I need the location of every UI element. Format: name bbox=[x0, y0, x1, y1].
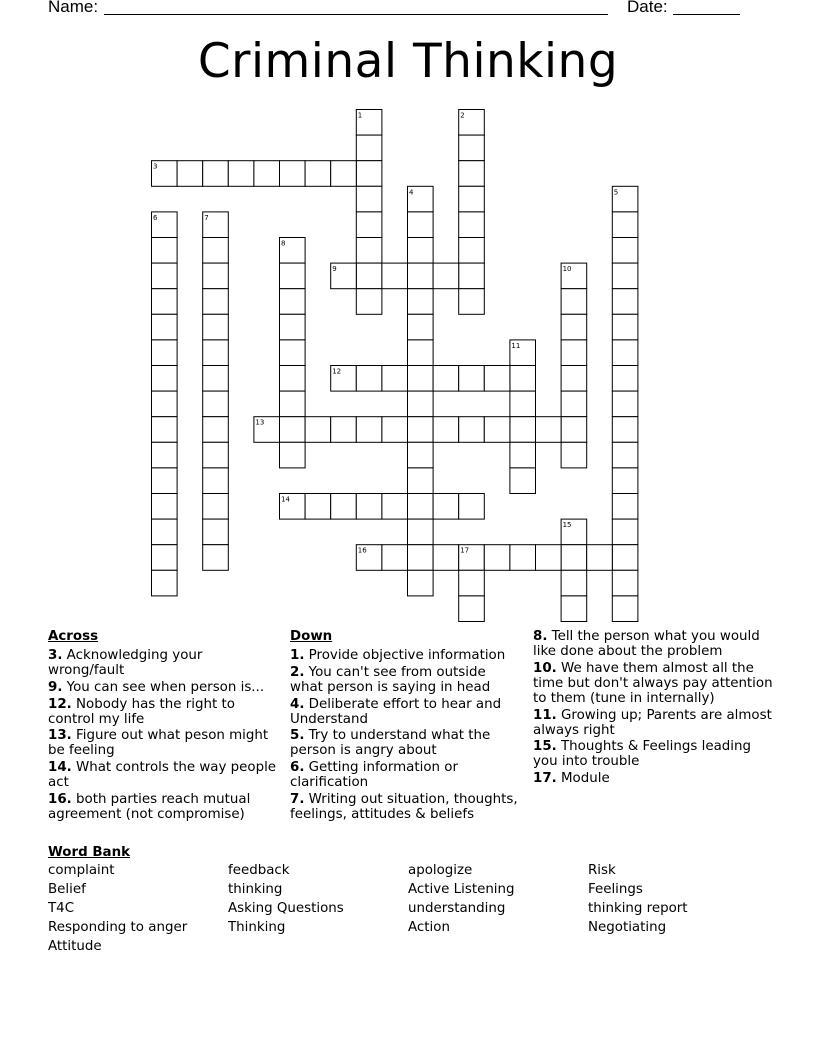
clue-number: 1. bbox=[290, 648, 305, 663]
crossword-cell[interactable] bbox=[612, 417, 638, 443]
crossword-cell[interactable] bbox=[203, 391, 229, 417]
clue-text: Nobody has the right to control my life bbox=[48, 696, 235, 727]
crossword-cell[interactable] bbox=[612, 570, 638, 596]
crossword-cell[interactable] bbox=[459, 545, 485, 571]
clue-down-8 bbox=[533, 629, 773, 659]
clue-text: Module bbox=[561, 771, 610, 787]
crossword-cell[interactable] bbox=[152, 545, 178, 571]
word-bank-item: Thinking bbox=[228, 920, 286, 935]
crossword-cell[interactable] bbox=[152, 570, 178, 596]
word-bank-item: T4C bbox=[48, 901, 75, 916]
crossword-cell[interactable] bbox=[152, 263, 178, 289]
crossword-cell[interactable] bbox=[152, 468, 178, 494]
name-label: Name: bbox=[48, 0, 99, 16]
clue-text: What controls the way people act bbox=[48, 760, 277, 791]
crossword-cell[interactable] bbox=[561, 340, 587, 366]
crossword-cell[interactable] bbox=[382, 263, 408, 289]
word-bank-item: Feelings bbox=[588, 882, 643, 897]
clue-text: We have them almost all the time but don't always pay attention to them (tune in internally) bbox=[533, 660, 773, 706]
crossword-cell[interactable] bbox=[356, 494, 382, 520]
crossword-cell[interactable] bbox=[152, 340, 178, 366]
clue-number: 14. bbox=[48, 760, 72, 776]
clue-text: both parties reach mutual agreement (not compromise) bbox=[48, 791, 251, 822]
crossword-cell[interactable] bbox=[408, 545, 434, 571]
word-bank-item: Responding to anger bbox=[48, 920, 188, 935]
crossword-cell[interactable] bbox=[510, 366, 536, 392]
crossword-cell[interactable] bbox=[561, 442, 587, 468]
crossword-cell[interactable] bbox=[152, 494, 178, 520]
crossword-cell[interactable] bbox=[356, 212, 382, 238]
crossword-cell[interactable] bbox=[152, 289, 178, 315]
crossword-cell[interactable] bbox=[459, 238, 485, 264]
crossword-cell[interactable] bbox=[382, 417, 408, 443]
crossword-cell[interactable] bbox=[152, 442, 178, 468]
cell-number: 15 bbox=[562, 521, 572, 530]
crossword-cell[interactable] bbox=[280, 366, 306, 392]
clue-down-11 bbox=[533, 708, 773, 738]
crossword-cell[interactable] bbox=[561, 366, 587, 392]
cell-number: 2 bbox=[460, 111, 465, 120]
crossword-cell[interactable] bbox=[459, 212, 485, 238]
crossword-cell[interactable] bbox=[203, 545, 229, 571]
clue-across-3 bbox=[48, 648, 280, 678]
crossword-cell[interactable] bbox=[280, 263, 306, 289]
crossword-cell[interactable] bbox=[612, 340, 638, 366]
crossword-cell[interactable] bbox=[203, 314, 229, 340]
word-bank-item: Attitude bbox=[48, 939, 102, 954]
crossword-cell[interactable] bbox=[408, 289, 434, 315]
word-bank-heading: Word Bank bbox=[48, 845, 131, 860]
crossword-cell[interactable] bbox=[510, 468, 536, 494]
crossword-cell[interactable] bbox=[459, 417, 485, 443]
crossword-cell[interactable] bbox=[280, 289, 306, 315]
crossword-cell[interactable] bbox=[152, 391, 178, 417]
crossword-cell[interactable] bbox=[356, 238, 382, 264]
clue-text: Writing out situation, thoughts, feelings, attitudes & beliefs bbox=[290, 791, 518, 822]
clue-number: 5. bbox=[290, 728, 305, 744]
crossword-cell[interactable] bbox=[152, 417, 178, 443]
clue-down-4 bbox=[290, 697, 522, 727]
clue-number: 17. bbox=[533, 771, 557, 787]
word-bank-item: Active Listening bbox=[408, 882, 515, 897]
crossword-cell[interactable] bbox=[433, 545, 459, 571]
crossword-cell[interactable] bbox=[612, 314, 638, 340]
clue-number: 7. bbox=[290, 791, 305, 807]
crossword-cell[interactable] bbox=[152, 519, 178, 545]
crossword-cell[interactable] bbox=[510, 417, 536, 443]
crossword-cell[interactable] bbox=[280, 238, 306, 264]
crossword-cell[interactable] bbox=[561, 519, 587, 545]
crossword-cell[interactable] bbox=[305, 494, 331, 520]
crossword-cell[interactable] bbox=[408, 263, 434, 289]
clue-text: Thoughts & Feelings leading you into trouble bbox=[533, 739, 751, 770]
crossword-cell[interactable] bbox=[433, 366, 459, 392]
crossword-cell[interactable] bbox=[203, 161, 229, 187]
clue-number: 8. bbox=[533, 629, 548, 644]
crossword-cell[interactable] bbox=[356, 366, 382, 392]
crossword-cell[interactable] bbox=[408, 468, 434, 494]
cell-number: 12 bbox=[332, 367, 342, 376]
clue-down-6 bbox=[290, 760, 522, 790]
crossword-cell[interactable] bbox=[561, 289, 587, 315]
word-bank bbox=[48, 845, 768, 955]
across-heading: Across bbox=[48, 629, 99, 644]
crossword-cell[interactable] bbox=[254, 417, 280, 443]
cell-number: 14 bbox=[281, 495, 290, 504]
clue-number: 13. bbox=[48, 728, 72, 744]
crossword-cell[interactable] bbox=[203, 494, 229, 520]
crossword-cell[interactable] bbox=[612, 238, 638, 264]
crossword-cell[interactable] bbox=[459, 135, 485, 161]
clue-number: 16. bbox=[48, 791, 72, 807]
crossword-cell[interactable] bbox=[280, 494, 306, 520]
down-clues-continued bbox=[533, 629, 773, 788]
word-bank-item: complaint bbox=[48, 863, 115, 878]
crossword-cell[interactable] bbox=[561, 314, 587, 340]
crossword-cell[interactable] bbox=[356, 110, 382, 136]
cell-number: 17 bbox=[460, 546, 470, 555]
crossword-cell[interactable] bbox=[408, 494, 434, 520]
clue-number: 3. bbox=[48, 648, 63, 663]
clue-text: Tell the person what you would like done about the problem bbox=[533, 629, 760, 659]
crossword-cell[interactable] bbox=[331, 263, 357, 289]
down-clues bbox=[290, 629, 522, 824]
down-heading: Down bbox=[290, 629, 333, 644]
clue-down-15 bbox=[533, 739, 773, 769]
crossword-cell[interactable] bbox=[382, 494, 408, 520]
crossword-cell[interactable] bbox=[612, 442, 638, 468]
crossword-cell[interactable] bbox=[203, 366, 229, 392]
clue-text: Growing up; Parents are almost always right bbox=[533, 707, 772, 738]
crossword-cell[interactable] bbox=[612, 391, 638, 417]
crossword-cell[interactable] bbox=[484, 366, 510, 392]
crossword-cell[interactable] bbox=[408, 519, 434, 545]
date-field[interactable] bbox=[673, 14, 740, 15]
word-bank-item: Asking Questions bbox=[228, 901, 344, 916]
crossword-cell[interactable] bbox=[203, 468, 229, 494]
crossword-cell[interactable] bbox=[203, 238, 229, 264]
crossword-cell[interactable] bbox=[612, 186, 638, 212]
clue-text: You can see when person is... bbox=[66, 679, 265, 695]
clue-down-2 bbox=[290, 665, 522, 695]
cell-number: 10 bbox=[562, 265, 572, 274]
crossword-cell[interactable] bbox=[612, 289, 638, 315]
crossword-cell[interactable] bbox=[433, 494, 459, 520]
crossword-cell[interactable] bbox=[433, 417, 459, 443]
clue-down-17 bbox=[533, 771, 773, 786]
cell-number: 13 bbox=[255, 418, 265, 427]
crossword-cell[interactable] bbox=[612, 212, 638, 238]
crossword-cell[interactable] bbox=[459, 263, 485, 289]
page-title: Criminal Thinking bbox=[197, 34, 619, 89]
crossword-cell[interactable] bbox=[228, 161, 254, 187]
crossword-cell[interactable] bbox=[459, 366, 485, 392]
crossword-cell[interactable] bbox=[561, 391, 587, 417]
word-bank-item: understanding bbox=[408, 901, 506, 916]
clue-down-5 bbox=[290, 728, 522, 758]
crossword-cell[interactable] bbox=[561, 570, 587, 596]
date-label: Date: bbox=[627, 0, 668, 16]
word-bank-item: Negotiating bbox=[588, 920, 667, 935]
clue-across-16 bbox=[48, 792, 280, 822]
clue-text: You can't see from outside what person is saying in head bbox=[290, 664, 491, 695]
crossword-cell[interactable] bbox=[408, 212, 434, 238]
crossword-cell[interactable] bbox=[408, 186, 434, 212]
crossword-cell[interactable] bbox=[408, 570, 434, 596]
crossword-cell[interactable] bbox=[331, 366, 357, 392]
clue-number: 4. bbox=[290, 696, 305, 712]
cell-number: 16 bbox=[357, 546, 367, 555]
cell-number: 8 bbox=[281, 239, 286, 248]
crossword-cell[interactable] bbox=[459, 494, 485, 520]
clue-text: Deliberate effort to hear and Understand bbox=[290, 696, 502, 727]
clue-down-1 bbox=[290, 648, 522, 663]
crossword-cell[interactable] bbox=[408, 366, 434, 392]
crossword-cell[interactable] bbox=[459, 161, 485, 187]
word-bank-item: Action bbox=[408, 920, 450, 935]
crossword-cell[interactable] bbox=[280, 442, 306, 468]
crossword-cell[interactable] bbox=[382, 545, 408, 571]
crossword-cell[interactable] bbox=[203, 519, 229, 545]
clue-text: Figure out what peson might be feeling bbox=[48, 728, 269, 759]
clue-number: 6. bbox=[290, 760, 305, 776]
crossword-cell[interactable] bbox=[152, 238, 178, 264]
name-field[interactable] bbox=[104, 14, 608, 15]
crossword-cell[interactable] bbox=[510, 442, 536, 468]
crossword-cell[interactable] bbox=[459, 570, 485, 596]
crossword-cell[interactable] bbox=[510, 545, 536, 571]
crossword-cell[interactable] bbox=[331, 161, 357, 187]
crossword-cell[interactable] bbox=[305, 417, 331, 443]
word-bank-item: Risk bbox=[588, 863, 616, 878]
crossword-cell[interactable] bbox=[203, 212, 229, 238]
crossword-cell[interactable] bbox=[561, 263, 587, 289]
across-clues bbox=[48, 629, 280, 824]
crossword-cell[interactable] bbox=[459, 596, 485, 622]
crossword-cell[interactable] bbox=[203, 289, 229, 315]
crossword-cell[interactable] bbox=[408, 417, 434, 443]
crossword-cell[interactable] bbox=[408, 391, 434, 417]
crossword-cell[interactable] bbox=[382, 366, 408, 392]
crossword-cell[interactable] bbox=[280, 314, 306, 340]
crossword-cell[interactable] bbox=[536, 417, 562, 443]
clue-text: Acknowledging your wrong/fault bbox=[48, 648, 203, 678]
clue-across-9 bbox=[48, 680, 280, 695]
crossword-cell[interactable] bbox=[254, 161, 280, 187]
crossword-cell[interactable] bbox=[152, 366, 178, 392]
crossword-cell[interactable] bbox=[536, 545, 562, 571]
crossword-cell[interactable] bbox=[152, 212, 178, 238]
crossword-cell[interactable] bbox=[484, 545, 510, 571]
crossword-cell[interactable] bbox=[459, 186, 485, 212]
cell-number: 9 bbox=[332, 265, 337, 274]
crossword-cell[interactable] bbox=[203, 340, 229, 366]
clue-across-13 bbox=[48, 728, 280, 758]
word-bank-item: Belief bbox=[48, 882, 86, 897]
word-bank-item: thinking report bbox=[588, 901, 688, 916]
crossword-cell[interactable] bbox=[280, 391, 306, 417]
word-bank-item: thinking bbox=[228, 882, 283, 897]
crossword-cell[interactable] bbox=[331, 494, 357, 520]
crossword-cell[interactable] bbox=[152, 314, 178, 340]
crossword-cell[interactable] bbox=[203, 417, 229, 443]
cell-number: 3 bbox=[153, 162, 158, 171]
crossword-cell[interactable] bbox=[280, 417, 306, 443]
crossword-cell[interactable] bbox=[356, 263, 382, 289]
crossword-cell[interactable] bbox=[152, 161, 178, 187]
clue-text: Getting information or clarification bbox=[290, 760, 458, 791]
word-bank-item: apologize bbox=[408, 863, 473, 878]
crossword-cell[interactable] bbox=[510, 340, 536, 366]
cell-number: 4 bbox=[409, 188, 414, 197]
crossword-cell[interactable] bbox=[356, 289, 382, 315]
clue-number: 2. bbox=[290, 664, 305, 680]
crossword-cell[interactable] bbox=[561, 545, 587, 571]
clue-down-10 bbox=[533, 661, 773, 706]
crossword-cell[interactable] bbox=[612, 468, 638, 494]
cell-number: 6 bbox=[153, 213, 158, 222]
cell-number: 1 bbox=[357, 111, 363, 120]
crossword-cell[interactable] bbox=[612, 519, 638, 545]
cell-number: 5 bbox=[613, 188, 619, 197]
clue-number: 11. bbox=[533, 707, 557, 723]
crossword-cell[interactable] bbox=[408, 442, 434, 468]
crossword-cell[interactable] bbox=[280, 340, 306, 366]
crossword-cell[interactable] bbox=[408, 340, 434, 366]
crossword-cell[interactable] bbox=[331, 417, 357, 443]
clue-number: 15. bbox=[533, 739, 557, 755]
crossword-cell[interactable] bbox=[612, 263, 638, 289]
crossword-cell[interactable] bbox=[408, 314, 434, 340]
cell-number: 11 bbox=[511, 341, 521, 350]
crossword-cell[interactable] bbox=[612, 366, 638, 392]
crossword-cell[interactable] bbox=[356, 417, 382, 443]
crossword-cell[interactable] bbox=[612, 545, 638, 571]
clue-number: 12. bbox=[48, 696, 72, 712]
crossword-cell[interactable] bbox=[203, 442, 229, 468]
crossword-cell[interactable] bbox=[587, 545, 613, 571]
cell-number: 7 bbox=[204, 213, 209, 222]
clue-number: 10. bbox=[533, 660, 557, 676]
crossword-cell[interactable] bbox=[280, 161, 306, 187]
word-bank-item: feedback bbox=[228, 863, 290, 878]
crossword-cell[interactable] bbox=[356, 545, 382, 571]
clue-down-7 bbox=[290, 792, 522, 822]
header bbox=[0, 0, 816, 21]
crossword-cell[interactable] bbox=[510, 391, 536, 417]
crossword-cell[interactable] bbox=[561, 596, 587, 622]
crossword-cell[interactable] bbox=[356, 161, 382, 187]
crossword-cell[interactable] bbox=[408, 238, 434, 264]
crossword-cell[interactable] bbox=[203, 263, 229, 289]
crossword-cell[interactable] bbox=[356, 186, 382, 212]
crossword-cell[interactable] bbox=[305, 161, 331, 187]
crossword-cell[interactable] bbox=[561, 417, 587, 443]
clue-across-12 bbox=[48, 697, 280, 727]
crossword-cell[interactable] bbox=[459, 110, 485, 136]
clue-text: Try to understand what the person is angry about bbox=[290, 728, 491, 759]
clue-text: Provide objective information bbox=[308, 648, 506, 663]
clue-across-14 bbox=[48, 760, 280, 790]
clue-number: 9. bbox=[48, 679, 63, 695]
crossword-cell[interactable] bbox=[612, 494, 638, 520]
word-bank-list bbox=[48, 863, 768, 955]
crossword-cell[interactable] bbox=[484, 417, 510, 443]
crossword-cell[interactable] bbox=[356, 135, 382, 161]
crossword-cell[interactable] bbox=[177, 161, 203, 187]
crossword-cell[interactable] bbox=[433, 263, 459, 289]
crossword-cell[interactable] bbox=[459, 289, 485, 315]
crossword-cell[interactable] bbox=[612, 596, 638, 622]
